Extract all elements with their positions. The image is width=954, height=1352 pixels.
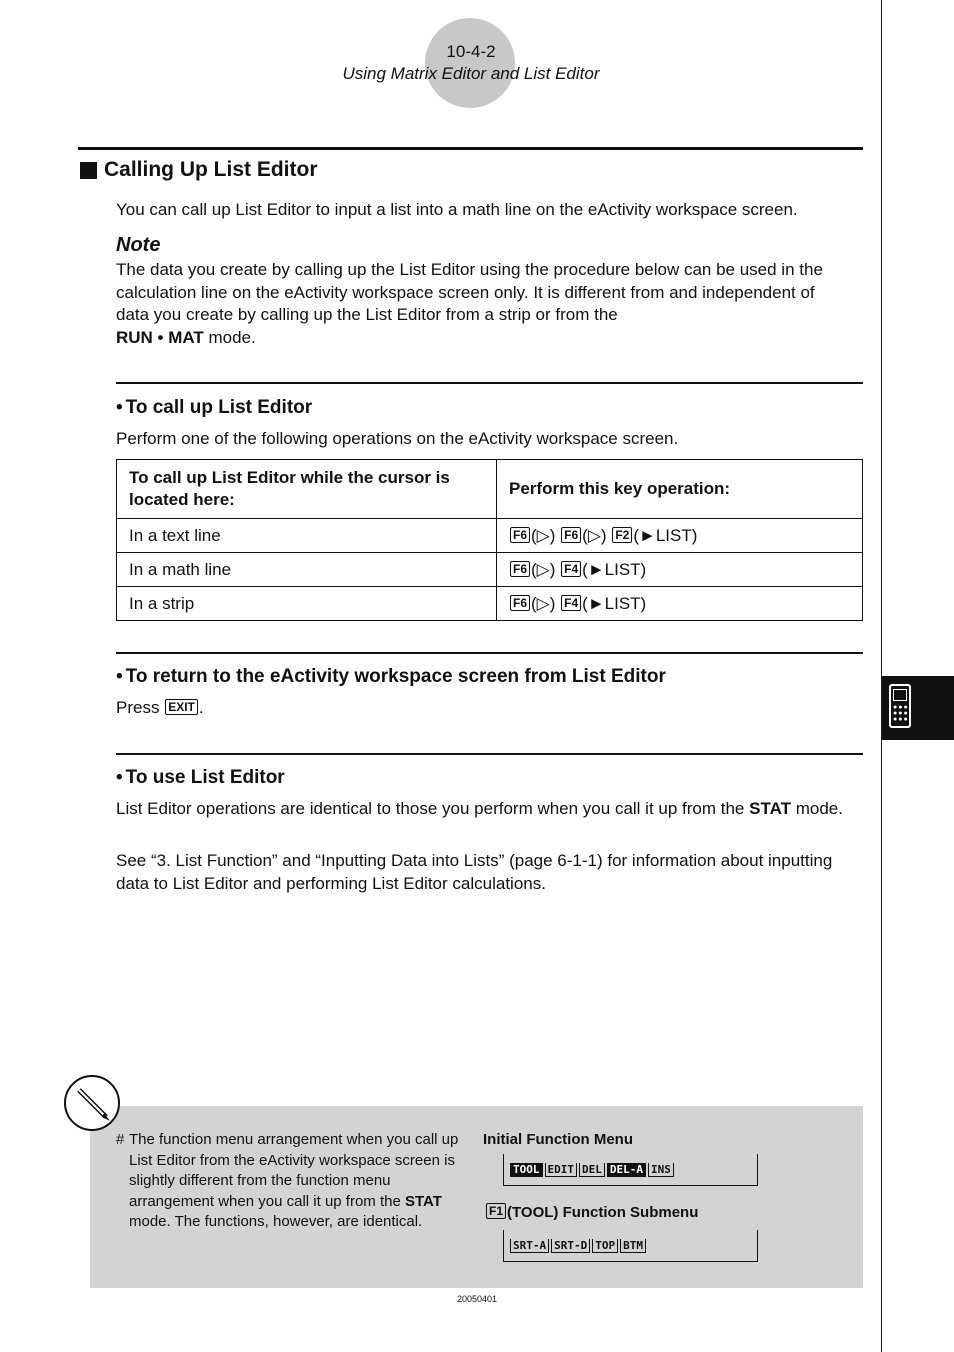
exit-key-icon: EXIT xyxy=(165,699,198,715)
f6-key-icon: F6 xyxy=(561,527,581,543)
table-header-operation: Perform this key operation: xyxy=(497,460,863,519)
table-cell-location: In a math line xyxy=(117,553,497,587)
return-instruction: Press EXIT . xyxy=(116,698,204,717)
tool-function-submenu xyxy=(503,1230,758,1262)
header-circle xyxy=(425,18,515,108)
table-cell-operation: F6 (▷) F4 (►LIST) xyxy=(497,553,863,587)
table-cell-operation: F6 (▷) F4 (►LIST) xyxy=(497,587,863,621)
initial-menu-label: Initial Function Menu xyxy=(483,1131,633,1148)
subsection-rule xyxy=(116,382,863,384)
table-cell-location: In a text line xyxy=(117,519,497,553)
f4-key-icon: F4 xyxy=(561,595,581,611)
page-number: 10-4-2 xyxy=(446,42,496,61)
call-up-heading: • To call up List Editor xyxy=(116,397,313,418)
f6-key-icon: F6 xyxy=(510,595,530,611)
table-cell-location: In a strip xyxy=(117,587,497,621)
pencil-icon xyxy=(64,1075,120,1131)
note-heading: Note xyxy=(116,234,161,256)
use-heading: • To use List Editor xyxy=(116,767,285,788)
return-heading: • To return to the eActivity workspace screen from List Editor xyxy=(116,666,666,687)
submenu-label: F1 (TOOL) Function Submenu xyxy=(485,1203,698,1221)
footnote-text: # The function menu arrangement when you call up List Editor from the eActivity workspace screen is slightly different from the function menu arrangement when you call it up from the STAT mode. The functions, however, are identical. xyxy=(116,1131,459,1230)
menu-item-del: DEL xyxy=(579,1163,605,1177)
f1-key-icon: F1 xyxy=(486,1203,506,1219)
menu-item-srt-a: SRT-A xyxy=(510,1239,549,1253)
menu-item-edit: EDIT xyxy=(545,1163,578,1177)
key-operations-table xyxy=(116,459,863,621)
square-bullet-icon xyxy=(80,162,97,179)
table-row xyxy=(117,553,863,587)
menu-item-tool: TOOL xyxy=(510,1163,543,1177)
table-row xyxy=(117,587,863,621)
section-rule xyxy=(78,147,863,150)
menu-item-top: TOP xyxy=(592,1239,618,1253)
f6-key-icon: F6 xyxy=(510,527,530,543)
document-code: 20050401 xyxy=(456,1294,498,1304)
table-row xyxy=(117,519,863,553)
use-paragraph-1: List Editor operations are identical to those you perform when you call it up from the STAT mode. xyxy=(116,799,843,818)
page-subtitle: Using Matrix Editor and List Editor xyxy=(342,64,600,83)
calculator-icon: ●●● ●●● ●●● xyxy=(889,684,911,728)
menu-item-srt-d: SRT-D xyxy=(551,1239,590,1253)
subsection-rule xyxy=(116,652,863,654)
menu-item-ins: INS xyxy=(648,1163,674,1177)
f4-key-icon: F4 xyxy=(561,561,581,577)
call-up-intro: Perform one of the following operations on the eActivity workspace screen. xyxy=(116,429,679,448)
menu-item-del-a: DEL-A xyxy=(607,1163,646,1177)
subsection-rule xyxy=(116,753,863,755)
section-title: Calling Up List Editor xyxy=(80,158,318,182)
note-body: The data you create by calling up the List Editor using the procedure below can be used in the calculation line on the eActivity workspace screen only. It is different from and independent of data you create by calling up the List Editor from a strip or from the RUN • MAT mode. xyxy=(116,260,823,347)
use-paragraph-2: See “3. List Function” and “Inputting Data into Lists” (page 6-1-1) for information about inputting data to List Editor and performing List Editor calculations. xyxy=(116,851,833,893)
initial-function-menu xyxy=(503,1154,758,1186)
f2-key-icon: F2 xyxy=(612,527,632,543)
menu-item-btm: BTM xyxy=(620,1239,646,1253)
section-intro: You can call up List Editor to input a list into a math line on the eActivity workspace screen. xyxy=(116,200,798,219)
table-header-row xyxy=(117,460,863,519)
table-cell-operation: F6 (▷) F6 (▷) F2 (►LIST) xyxy=(497,519,863,553)
f6-key-icon: F6 xyxy=(510,561,530,577)
table-header-location: To call up List Editor while the cursor is located here: xyxy=(117,460,497,519)
